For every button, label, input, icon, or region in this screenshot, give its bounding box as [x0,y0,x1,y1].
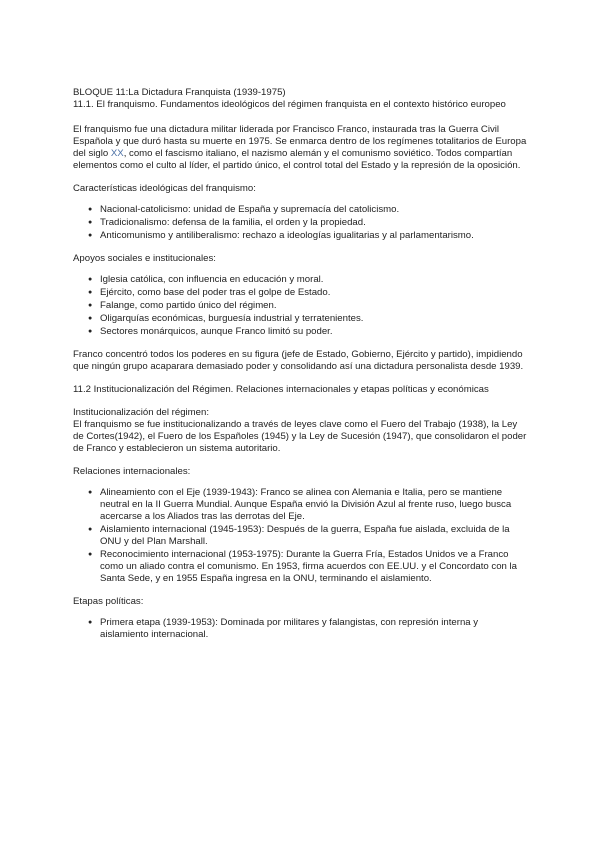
intro-paragraph [73,124,528,172]
ideological-list [73,204,528,242]
document-content [73,87,528,642]
list-item: ● Nacional-catolicismo: unidad de España y supremacía del catolicismo. [73,204,528,216]
power-paragraph: Franco concentró todos los poderes en su figura (jefe de Estado, Gobierno, Ejército y partido), impidiendo que ningún grupo acaparara demasiado poder y consolidando así una dictadura personalista desde 1939. [73,349,524,372]
list-item: ● Primera etapa (1939-1953): Dominada por militares y falangistas, con represión interna y aislamiento internacional. [73,617,528,641]
institutional-paragraph: El franquismo se fue institucionalizando a través de leyes clave como el Fuero del Trabajo (1938), la Ley de Cortes(1942), el Fuero de los Españoles (1945) y la Ley de Sucesión (1947), que consolidaron el poder de Franco y establecieron un sistema autoritario. [73,419,527,454]
century-numeral: XX [110,148,124,159]
intro-text-b: , como el fascismo italiano, el nazismo alemán y el comunismo soviético. Todos compartían elementos como el culto al líder, el partido único, el control total del Estado y la represión de la oposición. [73,148,521,171]
block-title: BLOQUE 11:La Dictadura Franquista (1939-1975) [73,87,286,98]
list-item: ● Oligarquías económicas, burguesía industrial y terratenientes. [73,313,528,325]
ideological-heading: Características ideológicas del franquismo: [73,183,256,194]
list-item: ● Iglesia católica, con influencia en educación y moral. [73,274,528,286]
international-heading: Relaciones internacionales: [73,466,191,477]
list-item: ● Falange, como partido único del régimen. [73,300,528,312]
support-heading: Apoyos sociales e institucionales: [73,253,216,264]
list-item: ● Ejército, como base del poder tras el golpe de Estado. [73,287,528,299]
list-item: ● Alineamiento con el Eje (1939-1943): Franco se alinea con Alemania e Italia, pero se mantiene neutral en la II Guerra Mundial. Aunque España envió la División Azul al frente ruso, luego busca acercarse a los Aliados tras las derrotas del Eje. [73,487,528,523]
international-list [73,487,528,585]
section-1-title: 11.1. El franquismo. Fundamentos ideológicos del régimen franquista en el contexto histórico europeo [73,99,506,110]
list-item: ● Tradicionalismo: defensa de la familia, el orden y la propiedad. [73,217,528,229]
section-2-title: 11.2 Institucionalización del Régimen. Relaciones internacionales y etapas políticas y económicas [73,384,489,395]
support-list [73,274,528,338]
list-item: ● Aislamiento internacional (1945-1953): Después de la guerra, España fue aislada, excluida de la ONU y del Plan Marshall. [73,524,528,548]
intro-text-a: El franquismo fue una dictadura militar liderada por Francisco Franco, instaurada tras la Guerra Civil Española y que duró hasta su muerte en 1975. Se enmarca dentro de los regímenes totalitarios de Europa del siglo [73,124,527,159]
list-item: ● Anticomunismo y antiliberalismo: rechazo a ideologías igualitarias y al parlamentarismo. [73,230,528,242]
political-heading: Etapas políticas: [73,596,144,607]
political-list [73,617,528,641]
institutional-heading: Institucionalización del régimen: [73,407,209,418]
list-item: ● Sectores monárquicos, aunque Franco limitó su poder. [73,326,528,338]
list-item: ● Reconocimiento internacional (1953-1975): Durante la Guerra Fría, Estados Unidos ve a Franco como un aliado contra el comunismo. En 1953, firma acuerdos con EE.UU. y el Concordato con la Santa Sede, y en 1955 España ingresa en la ONU, terminando el aislamiento. [73,549,528,585]
